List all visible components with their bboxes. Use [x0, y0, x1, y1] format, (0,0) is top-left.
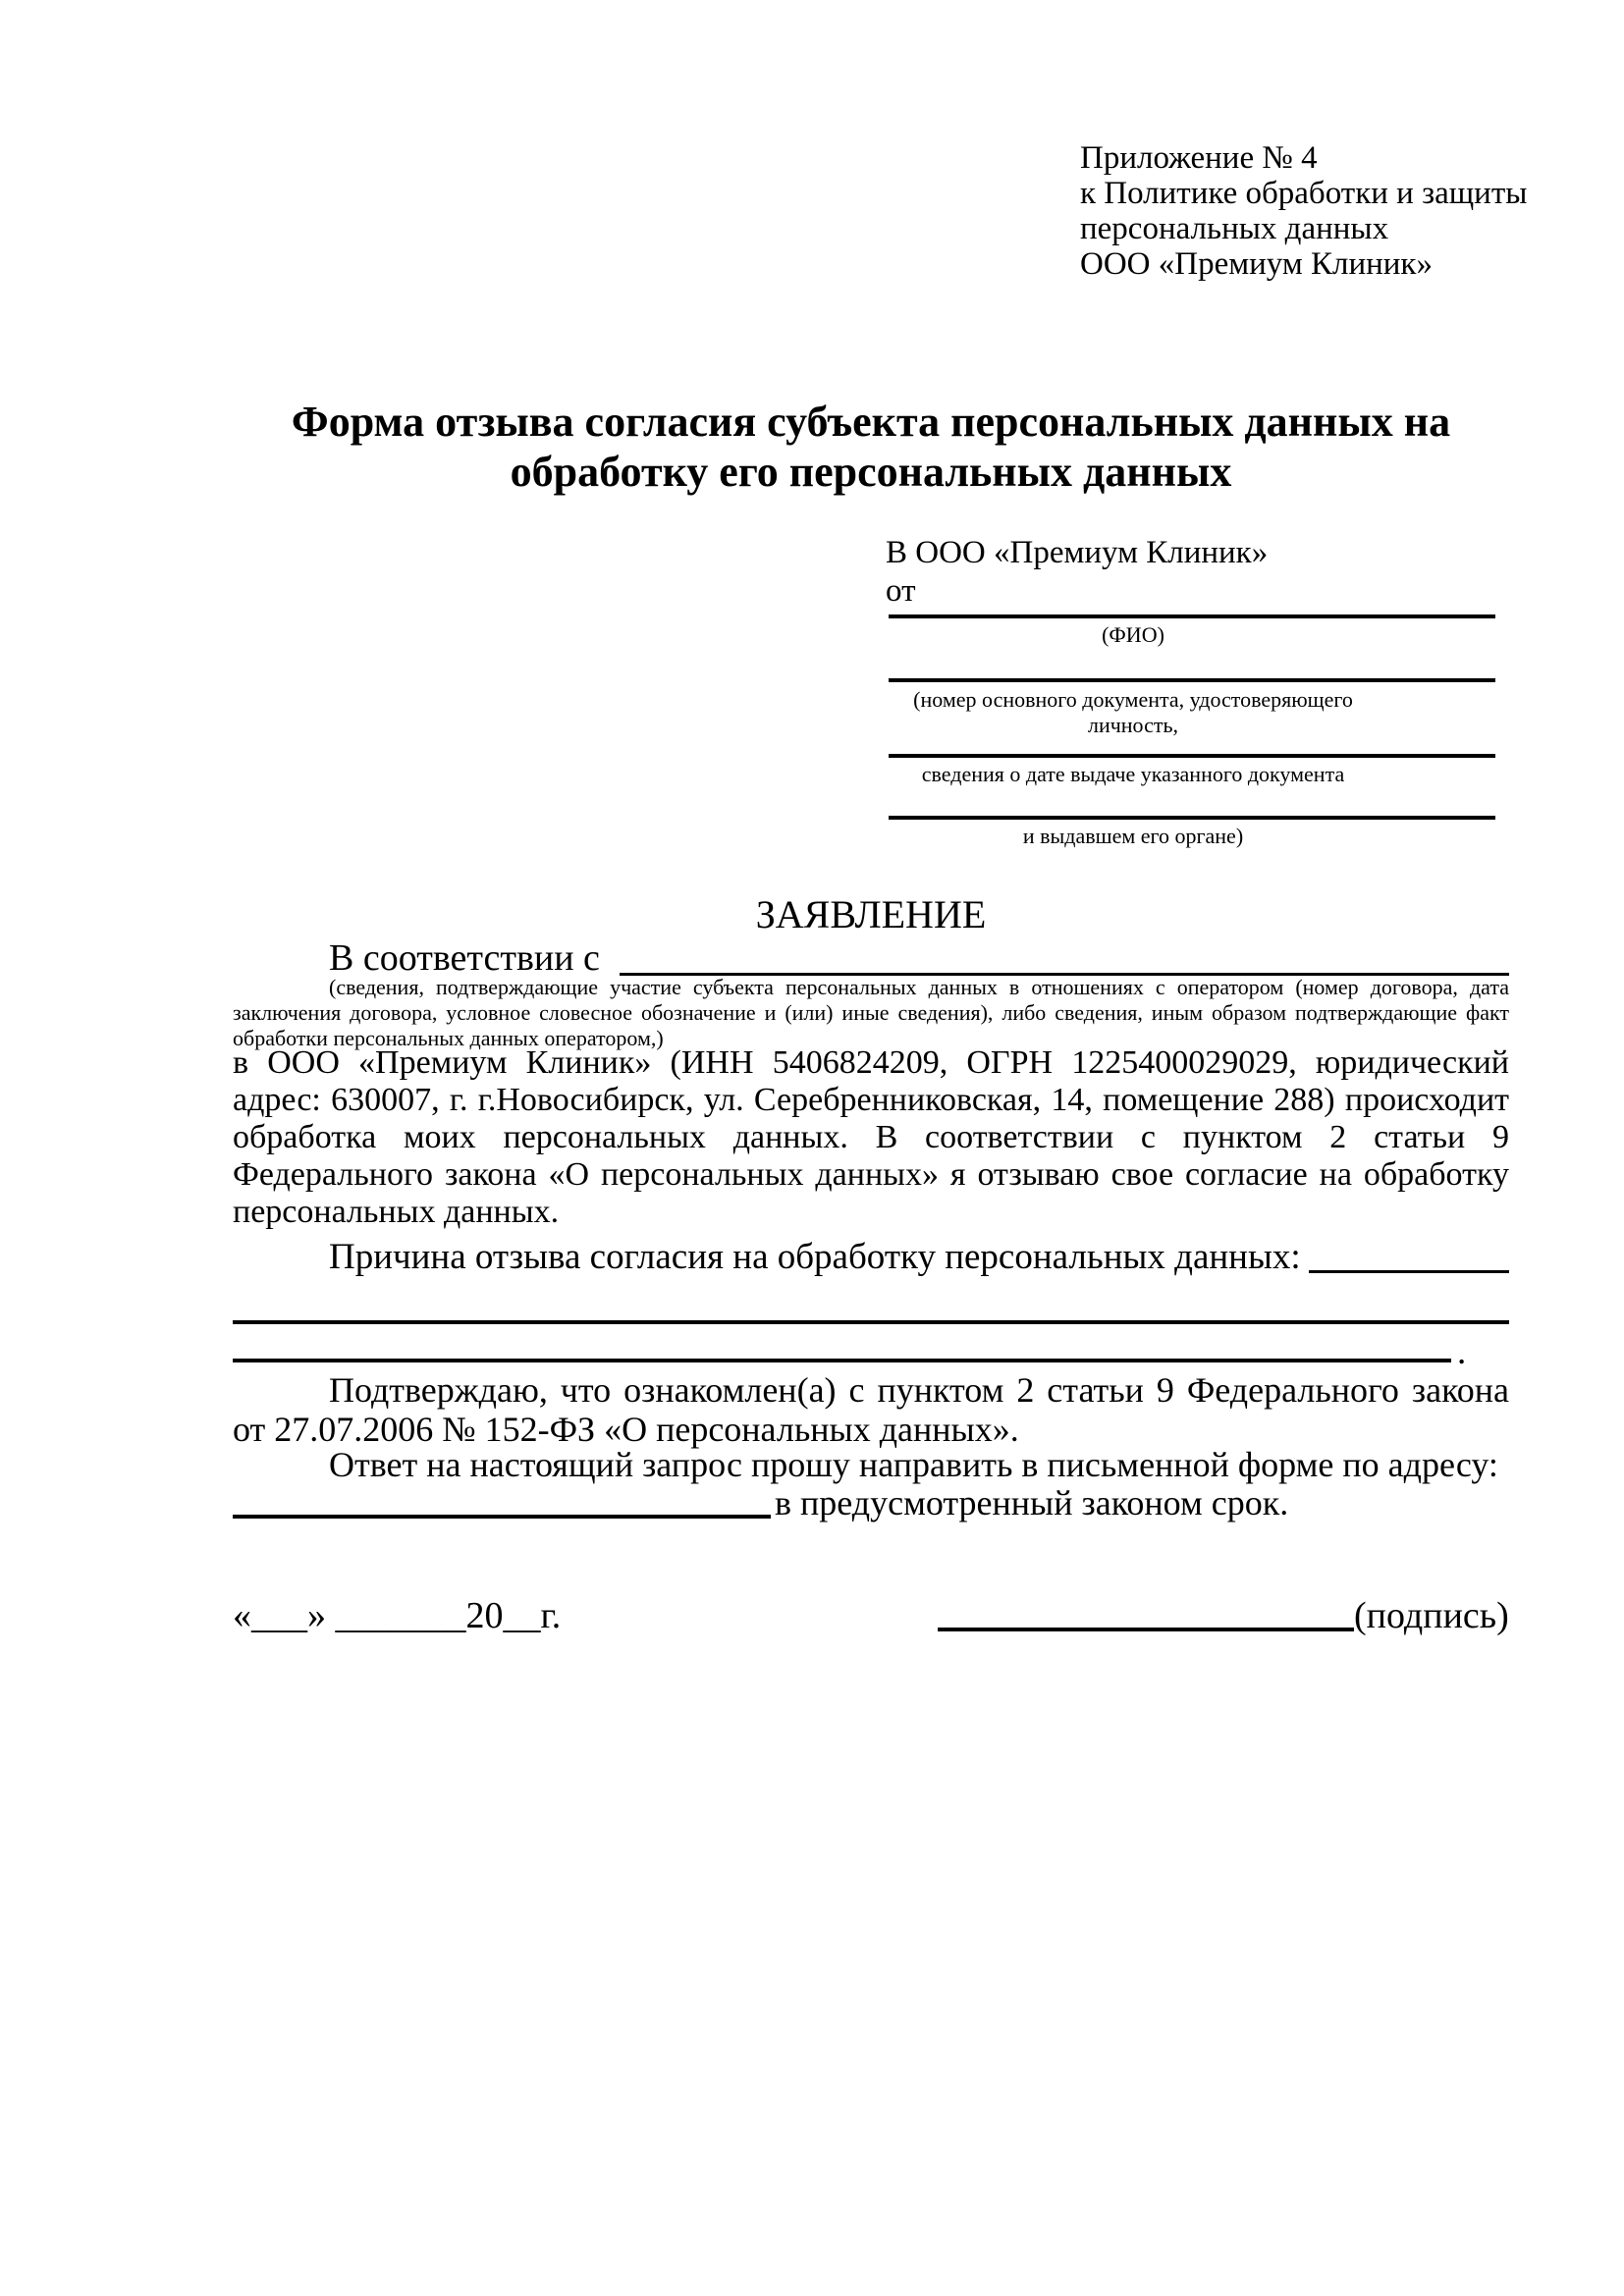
fio-label: (ФИО): [1102, 622, 1164, 647]
issuing-authority-label: и выдавшем его органе): [1022, 824, 1244, 848]
reason-line: [233, 1236, 1509, 1278]
reply-address-blank-line: [233, 1482, 771, 1519]
doc-number-label: (номер основного документа, удостоверяющего личность,: [913, 687, 1353, 737]
intro-blank-line: [620, 936, 1509, 976]
intro-line: [233, 936, 1509, 980]
appendix-line: Приложение № 4: [1080, 140, 1318, 176]
issuing-authority-blank-line: [889, 816, 1495, 820]
reason-blank-line: [1309, 1236, 1509, 1273]
confirm-paragraph: Подтверждаю, что ознакомлен(а) с пунктом 2 статьи 9 Федерального закона от 27.07.2006 № 152-ФЗ «О персональных данных».: [233, 1370, 1509, 1449]
document-title: Форма отзыва согласия субъекта персональных данных на обработку его персональных данных: [291, 398, 1451, 496]
reply-paragraph: Ответ на настоящий запрос прошу направить в письменной форме по адресу:: [329, 1445, 1498, 1484]
intro-text: В соответствии с: [329, 937, 600, 979]
issue-date-blank-line: [889, 754, 1495, 758]
signature-blank-line: [938, 1594, 1354, 1631]
reply-address-line: [233, 1482, 1509, 1523]
addressee-org: В ООО «Премиум Клиник»: [886, 535, 1269, 570]
doc-number-blank-line: [889, 678, 1495, 682]
signature-row: [938, 1594, 1509, 1637]
intro-note: (сведения, подтверждающие участие субъекта персональных данных в отношениях с оператором (номер договора, дата заключения договора, условное словесное обозначение и (или) иные сведения), либо сведения, иным образом подтверждающие факт обработки персональных данных оператором,): [233, 975, 1509, 1050]
signature-label: (подпись): [1354, 1595, 1509, 1636]
issue-date-label: сведения о дате выдаче указанного документа: [921, 762, 1345, 786]
appendix-line: ООО «Премиум Клиник»: [1080, 246, 1433, 282]
appendix-line: персональных данных: [1080, 211, 1389, 246]
statement-heading: ЗАЯВЛЕНИЕ: [755, 892, 987, 936]
reply-suffix: в предусмотренный законом срок.: [775, 1483, 1289, 1522]
fio-blank-line: [889, 614, 1495, 618]
date-line: «___» _______20__г.: [233, 1595, 562, 1636]
reason-text: Причина отзыва согласия на обработку персональных данных:: [329, 1237, 1301, 1277]
appendix-block: [1080, 140, 1527, 282]
appendix-line: к Политике обработки и защиты: [1080, 176, 1528, 211]
body-paragraph: в ООО «Премиум Клиник» (ИНН 5406824209, ОГРН 1225400029029, юридический адрес: 630007, г. г.Новосибирск, ул. Серебренниковская, 14, помещение 288) происходит обработка моих персональных данных. В соответствии с пунктом 2 статьи 9 Федерального закона «О персональных данных» я отзываю свое согласие на обработку персональных данных.: [233, 1044, 1509, 1230]
reason-blank-line-2: [233, 1359, 1451, 1362]
blank-line-period: .: [1457, 1332, 1467, 1372]
addressee-from: от: [886, 573, 916, 609]
reason-blank-line-1: [233, 1320, 1509, 1324]
